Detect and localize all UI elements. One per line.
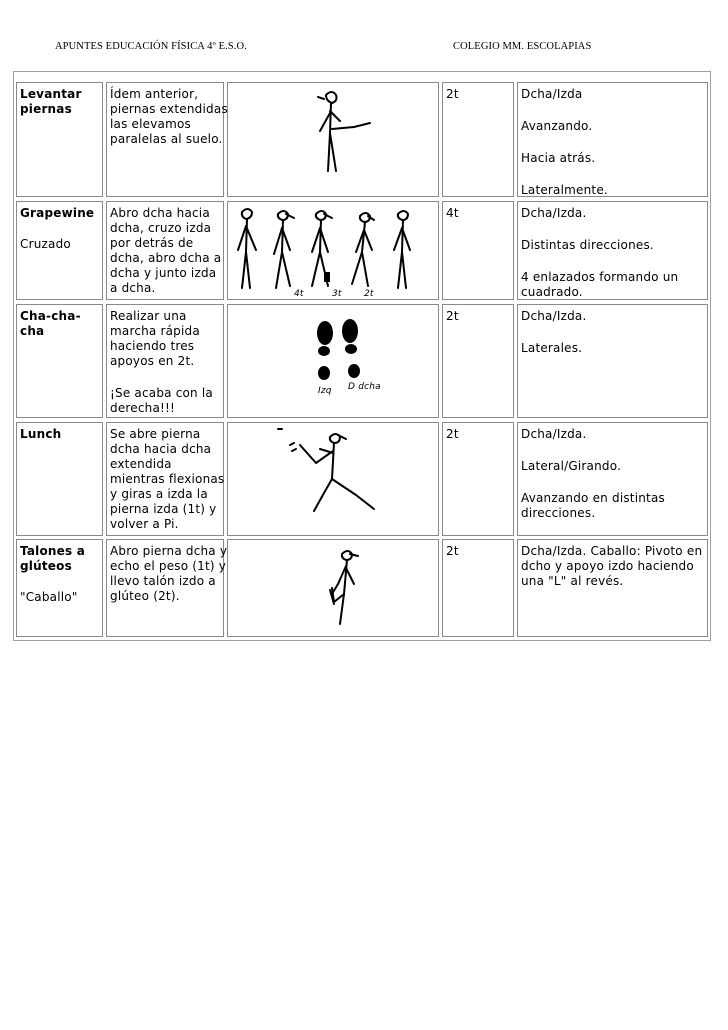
step-description: Realizar una marcha rápida haciendo tres apoyos en 2t. ¡Se acaba con la derecha!!! [106,304,224,418]
figure-label: D dcha [348,382,381,392]
step-tempo: 2t [442,539,514,637]
header-right: COLEGIO MM. ESCOLAPIAS [453,41,592,52]
step-description: Se abre pierna dcha hacia dcha extendida mientras flexionas y giras a izda la pierna izda (1t) y volver a Pi. [106,422,224,536]
step-description: Abro pierna dcha y echo el peso (1t) y llevo talón izdo a glúteo (2t). [106,539,224,637]
step-description: Abro dcha hacia dcha, cruzo izda por detrás de dcha, abro dcha a dcha y junto izda a dcha. [106,201,224,300]
step-name: Cha-cha- cha [16,304,103,418]
step-name: Grapewine Cruzado [16,201,103,300]
table-row [16,304,708,418]
step-figure [227,82,439,197]
step-name: Levantar piernas [16,82,103,197]
figure-label: 2t [364,289,374,299]
step-description: Ídem anterior, piernas extendidas las elevamos paralelas al suelo. [106,82,224,197]
figure-label: Izq [318,386,332,396]
figure-label: 3t [332,289,342,299]
step-directions: Dcha/Izda. Laterales. [517,304,708,418]
step-figure [227,304,439,418]
grapevine-figures [228,202,440,301]
figure-label: 4t [294,289,304,299]
table-row [16,201,708,300]
table-row [16,539,708,637]
step-name: Talones a glúteos "Caballo" [16,539,103,637]
step-directions: Dcha/Izda. Lateral/Girando. Avanzando en distintas direcciones. [517,422,708,536]
step-figure [227,539,439,637]
step-figure [227,201,439,300]
lunge-figure [228,423,440,537]
step-tempo: 2t [442,82,514,197]
step-directions: Dcha/Izda. Distintas direcciones. 4 enlazados formando un cuadrado. [517,201,708,300]
step-tempo: 2t [442,304,514,418]
step-name: Lunch [16,422,103,536]
stick-figure-illustration [228,83,440,198]
step-figure [227,422,439,536]
step-directions: Dcha/Izda. Caballo: Pivoto en dcho y apoyo izdo haciendo una "L" al revés. [517,539,708,637]
heel-kick-figure [228,540,440,638]
step-directions: Dcha/Izda Avanzando. Hacia atrás. Lateralmente. [517,82,708,197]
step-tempo: 2t [442,422,514,536]
table-row [16,422,708,536]
footprints-diagram [228,305,440,419]
table-row [16,82,708,197]
header-left: APUNTES EDUCACIÓN FÍSICA 4º E.S.O. [55,41,247,52]
step-tempo: 4t [442,201,514,300]
